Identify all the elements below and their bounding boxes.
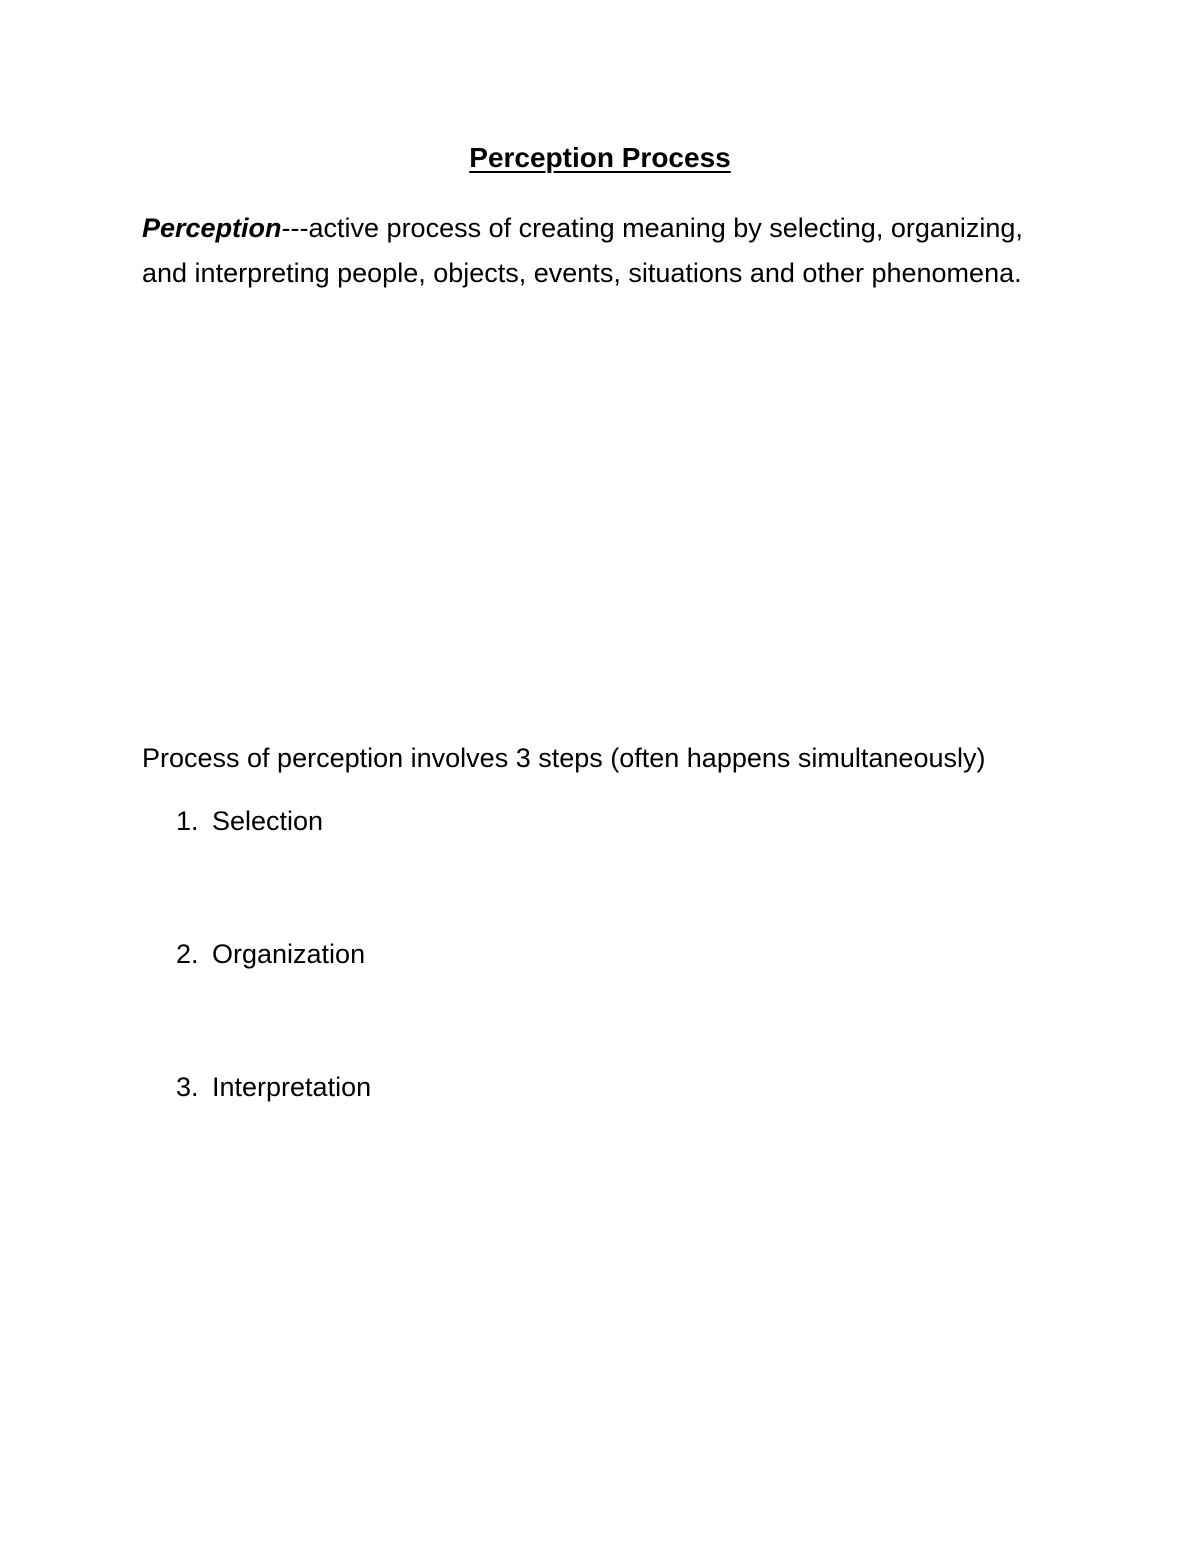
page-title: Perception Process [469,142,731,173]
definition-text: ---active process of creating meaning by selecting, organizing, and interpreting people, objects, events, situations and other phenomena. [142,213,1023,288]
list-item [176,1069,371,1105]
list-item-label: Selection [212,806,324,836]
list-item [176,803,323,839]
definition-term: Perception [142,213,282,243]
list-item-number: 2. [176,939,199,969]
list-item [176,936,365,972]
list-item-label: Organization [212,939,366,969]
definition-paragraph [142,206,1042,296]
list-item-label: Interpretation [212,1072,372,1102]
steps-intro: Process of perception involves 3 steps (often happens simultaneously) [142,743,986,773]
list-item-number: 1. [176,806,199,836]
list-item-number: 3. [176,1072,199,1102]
